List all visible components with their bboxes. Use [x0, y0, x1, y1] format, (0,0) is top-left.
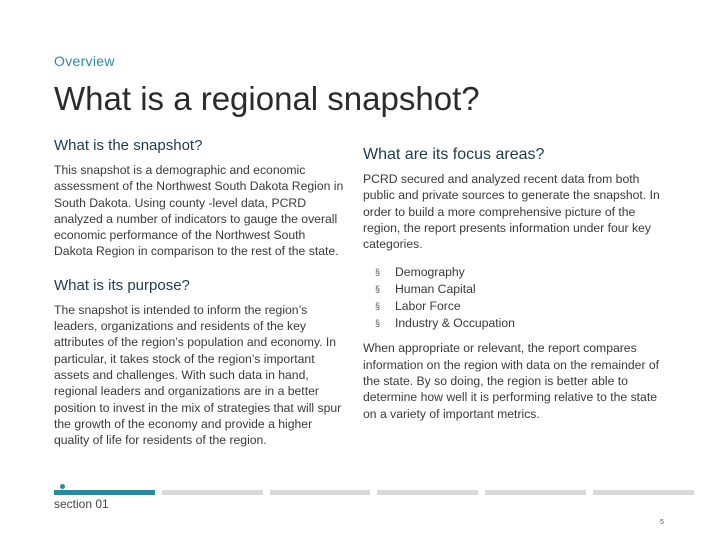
progress-segment	[377, 490, 478, 495]
left-column	[54, 136, 346, 448]
bullet-icon: §	[375, 301, 381, 312]
section-label: section 01	[54, 497, 109, 511]
snapshot-paragraph: This snapshot is a demographic and economic assessment of the Northwest South Dakota Region in South Dakota. Using county -level data, PCRD analyzed a number of indicators to gauge the overall economic performance of the Northwest South Dakota Region in comparison to the rest of the state.	[54, 163, 344, 259]
list-item-label: Industry & Occupation	[395, 316, 515, 331]
list-item-label: Demography	[395, 265, 465, 280]
purpose-heading: What is its purpose?	[54, 276, 190, 294]
page-number: 5	[660, 519, 664, 526]
bullet-icon: §	[375, 318, 381, 329]
overview-label: Overview	[54, 53, 115, 69]
bullet-icon: §	[375, 284, 381, 295]
progress-segment	[485, 490, 586, 495]
purpose-paragraph: The snapshot is intended to inform the region’s leaders, organizations and residents of the key attributes of the region’s population and economy. In particular, it takes stock of the region’s important assets and challenges. With such data in hand, regional leaders and organizations are in a better position to invest in the mix of strategies that will spur the growth of the economy and provide a higher quality of life for residents of the region.	[54, 302, 342, 448]
right-column	[363, 145, 668, 422]
comparison-paragraph: When appropriate or relevant, the report compares information on the region with data on the remainder of the state. By so doing, the region is better able to determine how well it is performing relative to the state on a variety of important metrics.	[363, 341, 660, 421]
list-item	[363, 298, 668, 315]
progress-segment	[593, 490, 694, 495]
progress-segment	[162, 490, 263, 495]
list-item	[363, 264, 668, 281]
focus-areas-heading: What are its focus areas?	[363, 146, 545, 163]
bullet-icon: §	[375, 267, 381, 278]
page-title: What is a regional snapshot?	[54, 80, 480, 117]
list-item	[363, 315, 668, 332]
progress-segment	[270, 490, 371, 495]
progress-segment	[54, 490, 155, 495]
list-item	[363, 281, 668, 298]
section-progress-bar	[54, 490, 694, 495]
snapshot-heading: What is the snapshot?	[54, 137, 203, 154]
list-item-label: Human Capital	[395, 282, 476, 297]
focus-areas-paragraph: PCRD secured and analyzed recent data from both public and private sources to generate the snapshot. In order to build a more comprehensive picture of the region, the report presents information under four key categories.	[363, 172, 660, 252]
progress-marker-icon	[60, 484, 65, 489]
focus-areas-list	[363, 264, 668, 332]
list-item-label: Labor Force	[395, 299, 461, 314]
